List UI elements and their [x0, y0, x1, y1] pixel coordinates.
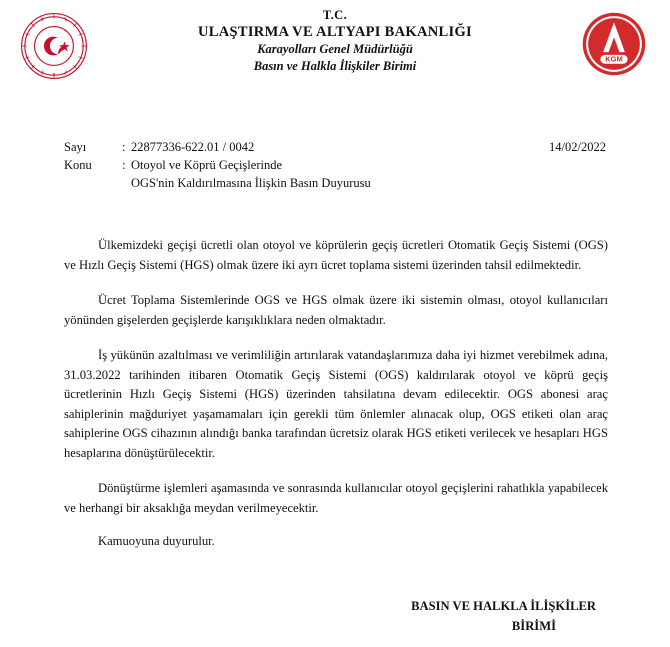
sayi-value: 22877336-622.01 / 0042	[131, 140, 255, 154]
konu-value: Otoyol ve Köprü Geçişlerinde	[131, 158, 283, 172]
document-body	[0, 236, 670, 518]
document-date: 14/02/2022	[549, 140, 606, 154]
body-paragraph-1: Ülkemizdeki geçişi ücretli olan otoyol ve köprülerin geçiş ücretleri Otomatik Geçiş Sistemi (OGS) ve Hızlı Geçiş Sistemi (HGS) olmak üzere iki ayrı ücret toplama sistemi üzerinden tahsil edilmektedir.	[64, 238, 608, 272]
signature-line-2: BİRİMİ	[511, 618, 556, 633]
konu-label: Konu	[64, 158, 92, 172]
signature-line-1: BASIN VE HALKLA İLİŞKİLER	[411, 598, 596, 613]
sayi-colon: :	[122, 140, 126, 154]
header-directorate: Karayolları Genel Müdürlüğü	[257, 42, 413, 56]
svg-text:★: ★	[52, 71, 56, 76]
header-ministry: ULAŞTIRMA VE ALTYAPI BAKANLIĞI	[198, 24, 472, 40]
konu-colon: :	[122, 158, 126, 172]
signature-block	[0, 596, 670, 636]
document-meta	[0, 138, 670, 192]
kgm-logo-text: KGM	[605, 54, 623, 64]
closing-statement: Kamuoyuna duyurulur.	[98, 534, 215, 548]
header-unit: Basın ve Halkla İlişkiler Birimi	[253, 59, 417, 73]
body-paragraph-2: Ücret Toplama Sistemlerinde OGS ve HGS olmak üzere iki sistemin olması, otoyol kullanıcıları yönünden gişelerden geçişlerde karışıklıklara neden olmaktadır.	[64, 293, 608, 327]
header-title-block	[0, 8, 670, 75]
meta-row-sayi	[64, 138, 606, 156]
meta-row-konu	[64, 156, 606, 174]
document-header	[0, 0, 670, 100]
sayi-label: Sayı	[64, 140, 87, 154]
body-paragraph-3: İş yükünün azaltılması ve verimliliğin artırılarak vatandaşlarımıza daha iyi hizmet verebilmek adına, 31.03.2022 tarihinden itibaren Otomatik Geçiş Sistemi (OGS) kaldırılarak otoyol ve köprü geçiş ücretlerinin Hızlı Geçiş Sistemi (HGS) üzerinden tahsilatına devam edilecektir. OGS abonesi araç sahiplerinin mağduriyet yaşamamaları için gerekli tüm önlemler alınacak olup, OGS etiketi olan araç sahiplerine OGS cihazının alındığı banka tarafından ücretsiz olarak HGS etiketi verilecek ve hesapları HGS hesaplarına dönüştürülecektir.	[64, 348, 608, 460]
body-paragraph-4: Dönüştürme işlemleri aşamasında ve sonrasında kullanıcılar otoyol geçişlerini rahatlıkla yapabilecek ve herhangi bir aksaklığa meydan verilmeyecektir.	[64, 481, 608, 515]
konu-value-continued: OGS'nin Kaldırılmasına İlişkin Basın Duyurusu	[131, 176, 371, 190]
header-line-tc: T.C.	[322, 8, 348, 22]
